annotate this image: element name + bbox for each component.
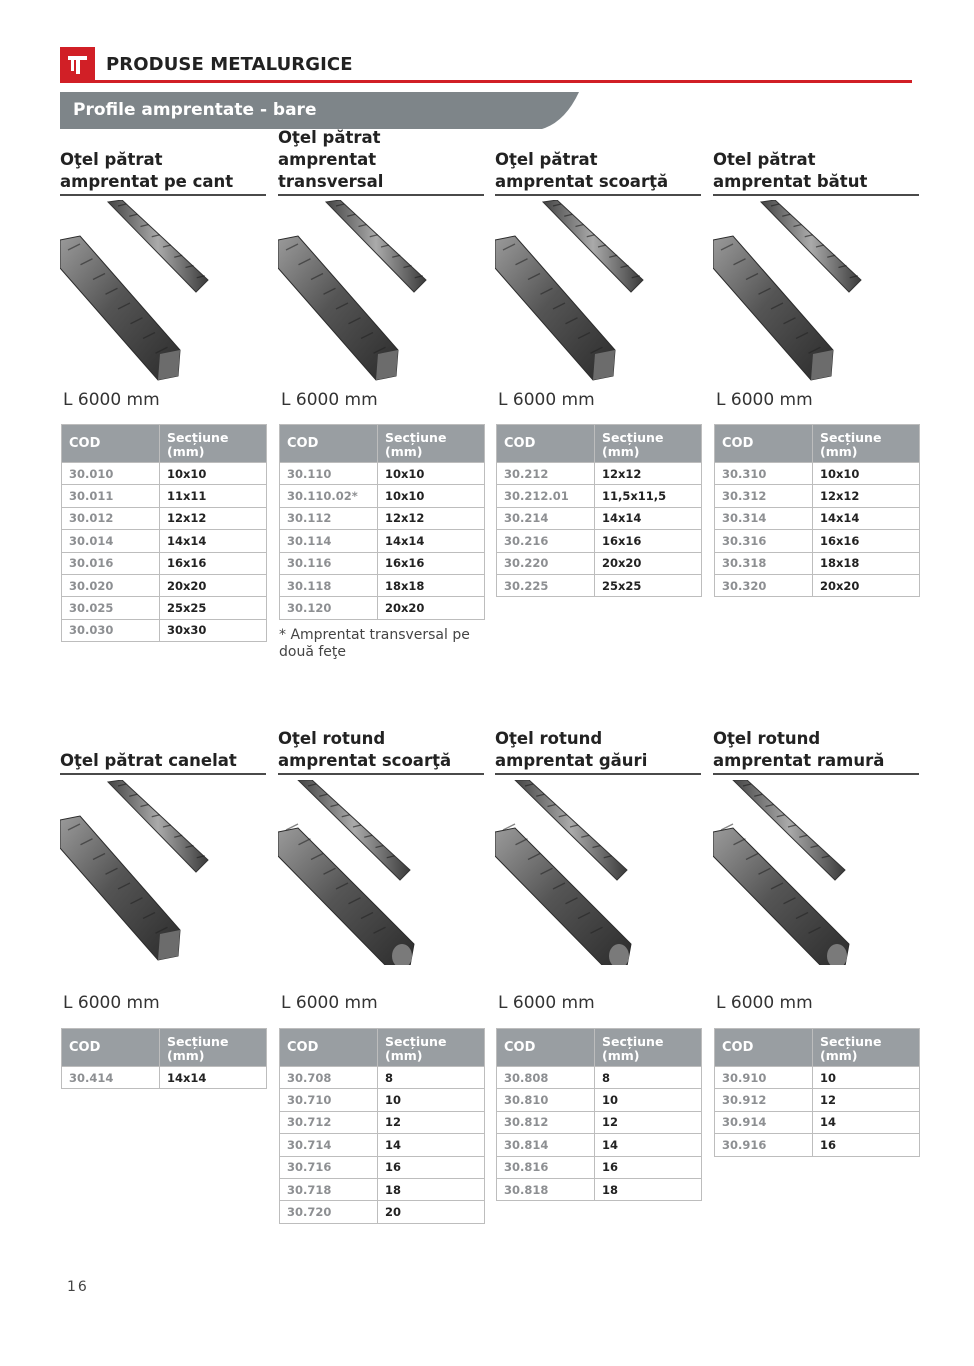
product-title: Oţel rotund amprentat scoarţă — [278, 729, 452, 770]
product-length: L 6000 mm — [498, 993, 595, 1013]
table-row — [62, 530, 267, 552]
product-title-block — [60, 725, 266, 775]
table-row — [280, 1111, 485, 1133]
product-title-block — [278, 725, 484, 775]
product-code: 30.414 — [62, 1067, 160, 1089]
section-size: 12x12 — [160, 507, 267, 529]
page-header — [60, 47, 912, 85]
product-image — [60, 200, 266, 385]
table-row — [280, 507, 485, 529]
table-row — [497, 463, 702, 485]
product-title: Oţel pătrat amprentat transversal — [278, 128, 384, 191]
spec-table — [279, 1028, 485, 1224]
column-header-cod: COD — [497, 1029, 595, 1067]
product-code: 30.320 — [715, 574, 813, 596]
product-code: 30.314 — [715, 507, 813, 529]
product-length: L 6000 mm — [281, 993, 378, 1013]
product-code: 30.914 — [715, 1111, 813, 1133]
section-size: 14x14 — [813, 507, 920, 529]
column-header-sectiune: Secțiune (mm) — [595, 1029, 702, 1067]
table-row — [62, 463, 267, 485]
product-code: 30.718 — [280, 1178, 378, 1200]
product-image — [278, 200, 484, 385]
column-header-cod: COD — [715, 425, 813, 463]
page-number: 16 — [67, 1279, 89, 1295]
product-code: 30.118 — [280, 574, 378, 596]
product-code: 30.212 — [497, 463, 595, 485]
table-row — [62, 552, 267, 574]
product-code: 30.916 — [715, 1134, 813, 1156]
table-row — [715, 463, 920, 485]
product-code: 30.116 — [280, 552, 378, 574]
table-row — [280, 485, 485, 507]
spec-table — [61, 424, 267, 642]
product-title: Oţel rotund amprentat ramură — [713, 729, 885, 770]
column-header-cod: COD — [280, 425, 378, 463]
table-row — [280, 1134, 485, 1156]
section-size: 12 — [595, 1111, 702, 1133]
section-size: 25x25 — [160, 597, 267, 619]
section-size: 14 — [378, 1134, 485, 1156]
product-title: Oţel pătrat amprentat pe cant — [60, 150, 234, 191]
product-code: 30.814 — [497, 1134, 595, 1156]
product-title-block — [60, 146, 266, 196]
section-size: 30x30 — [160, 619, 267, 641]
section-size: 10 — [595, 1089, 702, 1111]
table-header-row — [280, 1029, 485, 1067]
category-title: Profile amprentate - bare — [73, 100, 317, 120]
section-size: 20x20 — [813, 574, 920, 596]
product-code: 30.025 — [62, 597, 160, 619]
spec-table — [496, 1028, 702, 1201]
product-length: L 6000 mm — [281, 390, 378, 410]
section-size: 11,5x11,5 — [595, 485, 702, 507]
product-image — [495, 200, 701, 385]
product-code: 30.214 — [497, 507, 595, 529]
section-size: 12x12 — [813, 485, 920, 507]
product-code: 30.708 — [280, 1067, 378, 1089]
spec-table — [496, 424, 702, 597]
product-code: 30.212.01 — [497, 485, 595, 507]
product-code: 30.910 — [715, 1067, 813, 1089]
section-size: 16x16 — [595, 530, 702, 552]
section-size: 12 — [813, 1089, 920, 1111]
product-title-block — [713, 146, 919, 196]
product-code: 30.720 — [280, 1201, 378, 1223]
column-header-cod: COD — [497, 425, 595, 463]
section-size: 20x20 — [160, 574, 267, 596]
section-size: 12x12 — [595, 463, 702, 485]
section-size: 16x16 — [813, 530, 920, 552]
product-title: Oţel pătrat amprentat scoarţă — [495, 150, 669, 191]
section-size: 10 — [378, 1089, 485, 1111]
table-header-row — [280, 425, 485, 463]
product-code: 30.016 — [62, 552, 160, 574]
product-title-block — [713, 725, 919, 775]
table-row — [62, 507, 267, 529]
product-code: 30.716 — [280, 1156, 378, 1178]
product-code: 30.110.02* — [280, 485, 378, 507]
section-size: 14x14 — [160, 1067, 267, 1089]
section-size: 10 — [813, 1067, 920, 1089]
section-size: 8 — [595, 1067, 702, 1089]
table-row — [715, 1134, 920, 1156]
product-code: 30.114 — [280, 530, 378, 552]
product-code: 30.225 — [497, 574, 595, 596]
section-size: 18x18 — [813, 552, 920, 574]
section-size: 10x10 — [378, 485, 485, 507]
product-code: 30.310 — [715, 463, 813, 485]
product-code: 30.816 — [497, 1156, 595, 1178]
column-header-sectiune: Secțiune (mm) — [160, 1029, 267, 1067]
product-image — [495, 780, 701, 965]
section-size: 25x25 — [595, 574, 702, 596]
product-code: 30.110 — [280, 463, 378, 485]
product-length: L 6000 mm — [716, 993, 813, 1013]
product-code: 30.112 — [280, 507, 378, 529]
section-size: 14x14 — [595, 507, 702, 529]
section-size: 16x16 — [160, 552, 267, 574]
section-size: 14x14 — [160, 530, 267, 552]
product-image — [60, 780, 266, 965]
column-header-sectiune: Secțiune (mm) — [160, 425, 267, 463]
section-size: 16x16 — [378, 552, 485, 574]
spec-table — [714, 424, 920, 597]
table-row — [280, 530, 485, 552]
table-row — [62, 619, 267, 641]
product-title: Oţel pătrat canelat — [60, 751, 237, 770]
section-title: PRODUSE METALURGICE — [106, 54, 353, 75]
table-row — [715, 485, 920, 507]
table-header-row — [715, 1029, 920, 1067]
product-code: 30.818 — [497, 1178, 595, 1200]
table-row — [497, 1178, 702, 1200]
table-header-row — [715, 425, 920, 463]
table-row — [715, 1089, 920, 1111]
table-row — [62, 1067, 267, 1089]
product-image — [713, 780, 919, 965]
table-row — [280, 1178, 485, 1200]
table-row — [280, 597, 485, 619]
section-size: 10x10 — [378, 463, 485, 485]
table-row — [62, 597, 267, 619]
product-image — [713, 200, 919, 385]
table-row — [280, 1201, 485, 1223]
product-length: L 6000 mm — [63, 390, 160, 410]
column-header-sectiune: Secțiune (mm) — [813, 1029, 920, 1067]
table-row — [497, 1111, 702, 1133]
table-header-row — [62, 425, 267, 463]
product-code: 30.014 — [62, 530, 160, 552]
column-header-sectiune: Secțiune (mm) — [813, 425, 920, 463]
section-size: 11x11 — [160, 485, 267, 507]
product-title: Oţel rotund amprentat găuri — [495, 729, 648, 770]
table-row — [715, 1067, 920, 1089]
product-code: 30.710 — [280, 1089, 378, 1111]
table-header-row — [497, 1029, 702, 1067]
table-row — [715, 530, 920, 552]
product-code: 30.012 — [62, 507, 160, 529]
table-row — [280, 552, 485, 574]
table-row — [715, 1111, 920, 1133]
section-size: 14 — [813, 1111, 920, 1133]
section-size: 16 — [378, 1156, 485, 1178]
table-row — [280, 1089, 485, 1111]
header-divider — [60, 80, 912, 83]
column-header-sectiune: Secțiune (mm) — [378, 1029, 485, 1067]
table-row — [497, 1134, 702, 1156]
table-row — [497, 1156, 702, 1178]
product-code: 30.216 — [497, 530, 595, 552]
column-header-sectiune: Secțiune (mm) — [378, 425, 485, 463]
table-row — [280, 1156, 485, 1178]
product-code: 30.220 — [497, 552, 595, 574]
table-row — [497, 530, 702, 552]
column-header-cod: COD — [62, 1029, 160, 1067]
table-row — [62, 485, 267, 507]
product-length: L 6000 mm — [63, 993, 160, 1013]
section-size: 18 — [595, 1178, 702, 1200]
product-code: 30.812 — [497, 1111, 595, 1133]
table-row — [62, 574, 267, 596]
table-row — [497, 574, 702, 596]
table-row — [497, 1089, 702, 1111]
table-row — [280, 574, 485, 596]
product-code: 30.011 — [62, 485, 160, 507]
table-row — [715, 552, 920, 574]
section-size: 10x10 — [813, 463, 920, 485]
section-size: 10x10 — [160, 463, 267, 485]
product-code: 30.010 — [62, 463, 160, 485]
table-row — [715, 507, 920, 529]
product-code: 30.912 — [715, 1089, 813, 1111]
brand-logo — [60, 47, 95, 82]
product-code: 30.810 — [497, 1089, 595, 1111]
product-code: 30.316 — [715, 530, 813, 552]
table-row — [280, 463, 485, 485]
product-code: 30.714 — [280, 1134, 378, 1156]
product-code: 30.712 — [280, 1111, 378, 1133]
section-size: 16 — [595, 1156, 702, 1178]
column-header-cod: COD — [280, 1029, 378, 1067]
section-size: 18 — [378, 1178, 485, 1200]
product-code: 30.318 — [715, 552, 813, 574]
table-header-row — [62, 1029, 267, 1067]
product-image — [278, 780, 484, 965]
product-code: 30.312 — [715, 485, 813, 507]
section-size: 12x12 — [378, 507, 485, 529]
section-size: 16 — [813, 1134, 920, 1156]
product-length: L 6000 mm — [498, 390, 595, 410]
product-code: 30.030 — [62, 619, 160, 641]
spec-table — [61, 1028, 267, 1089]
section-size: 8 — [378, 1067, 485, 1089]
column-header-sectiune: Secțiune (mm) — [595, 425, 702, 463]
product-title-block — [278, 128, 484, 196]
section-size: 20 — [378, 1201, 485, 1223]
spec-table — [279, 424, 485, 620]
table-header-row — [497, 425, 702, 463]
table-row — [497, 485, 702, 507]
column-header-cod: COD — [62, 425, 160, 463]
category-banner — [60, 92, 580, 129]
product-length: L 6000 mm — [716, 390, 813, 410]
column-header-cod: COD — [715, 1029, 813, 1067]
product-title-block — [495, 725, 701, 775]
footnote: * Amprentat transversal pe două feţe — [279, 626, 470, 660]
table-row — [497, 1067, 702, 1089]
section-size: 12 — [378, 1111, 485, 1133]
section-size: 20x20 — [378, 597, 485, 619]
table-row — [715, 574, 920, 596]
product-title-block — [495, 146, 701, 196]
spec-table — [714, 1028, 920, 1157]
product-code: 30.120 — [280, 597, 378, 619]
section-size: 20x20 — [595, 552, 702, 574]
section-size: 18x18 — [378, 574, 485, 596]
section-size: 14 — [595, 1134, 702, 1156]
table-row — [497, 552, 702, 574]
product-code: 30.808 — [497, 1067, 595, 1089]
table-row — [497, 507, 702, 529]
section-size: 14x14 — [378, 530, 485, 552]
table-row — [280, 1067, 485, 1089]
product-code: 30.020 — [62, 574, 160, 596]
product-title: Otel pătrat amprentat bătut — [713, 150, 868, 191]
